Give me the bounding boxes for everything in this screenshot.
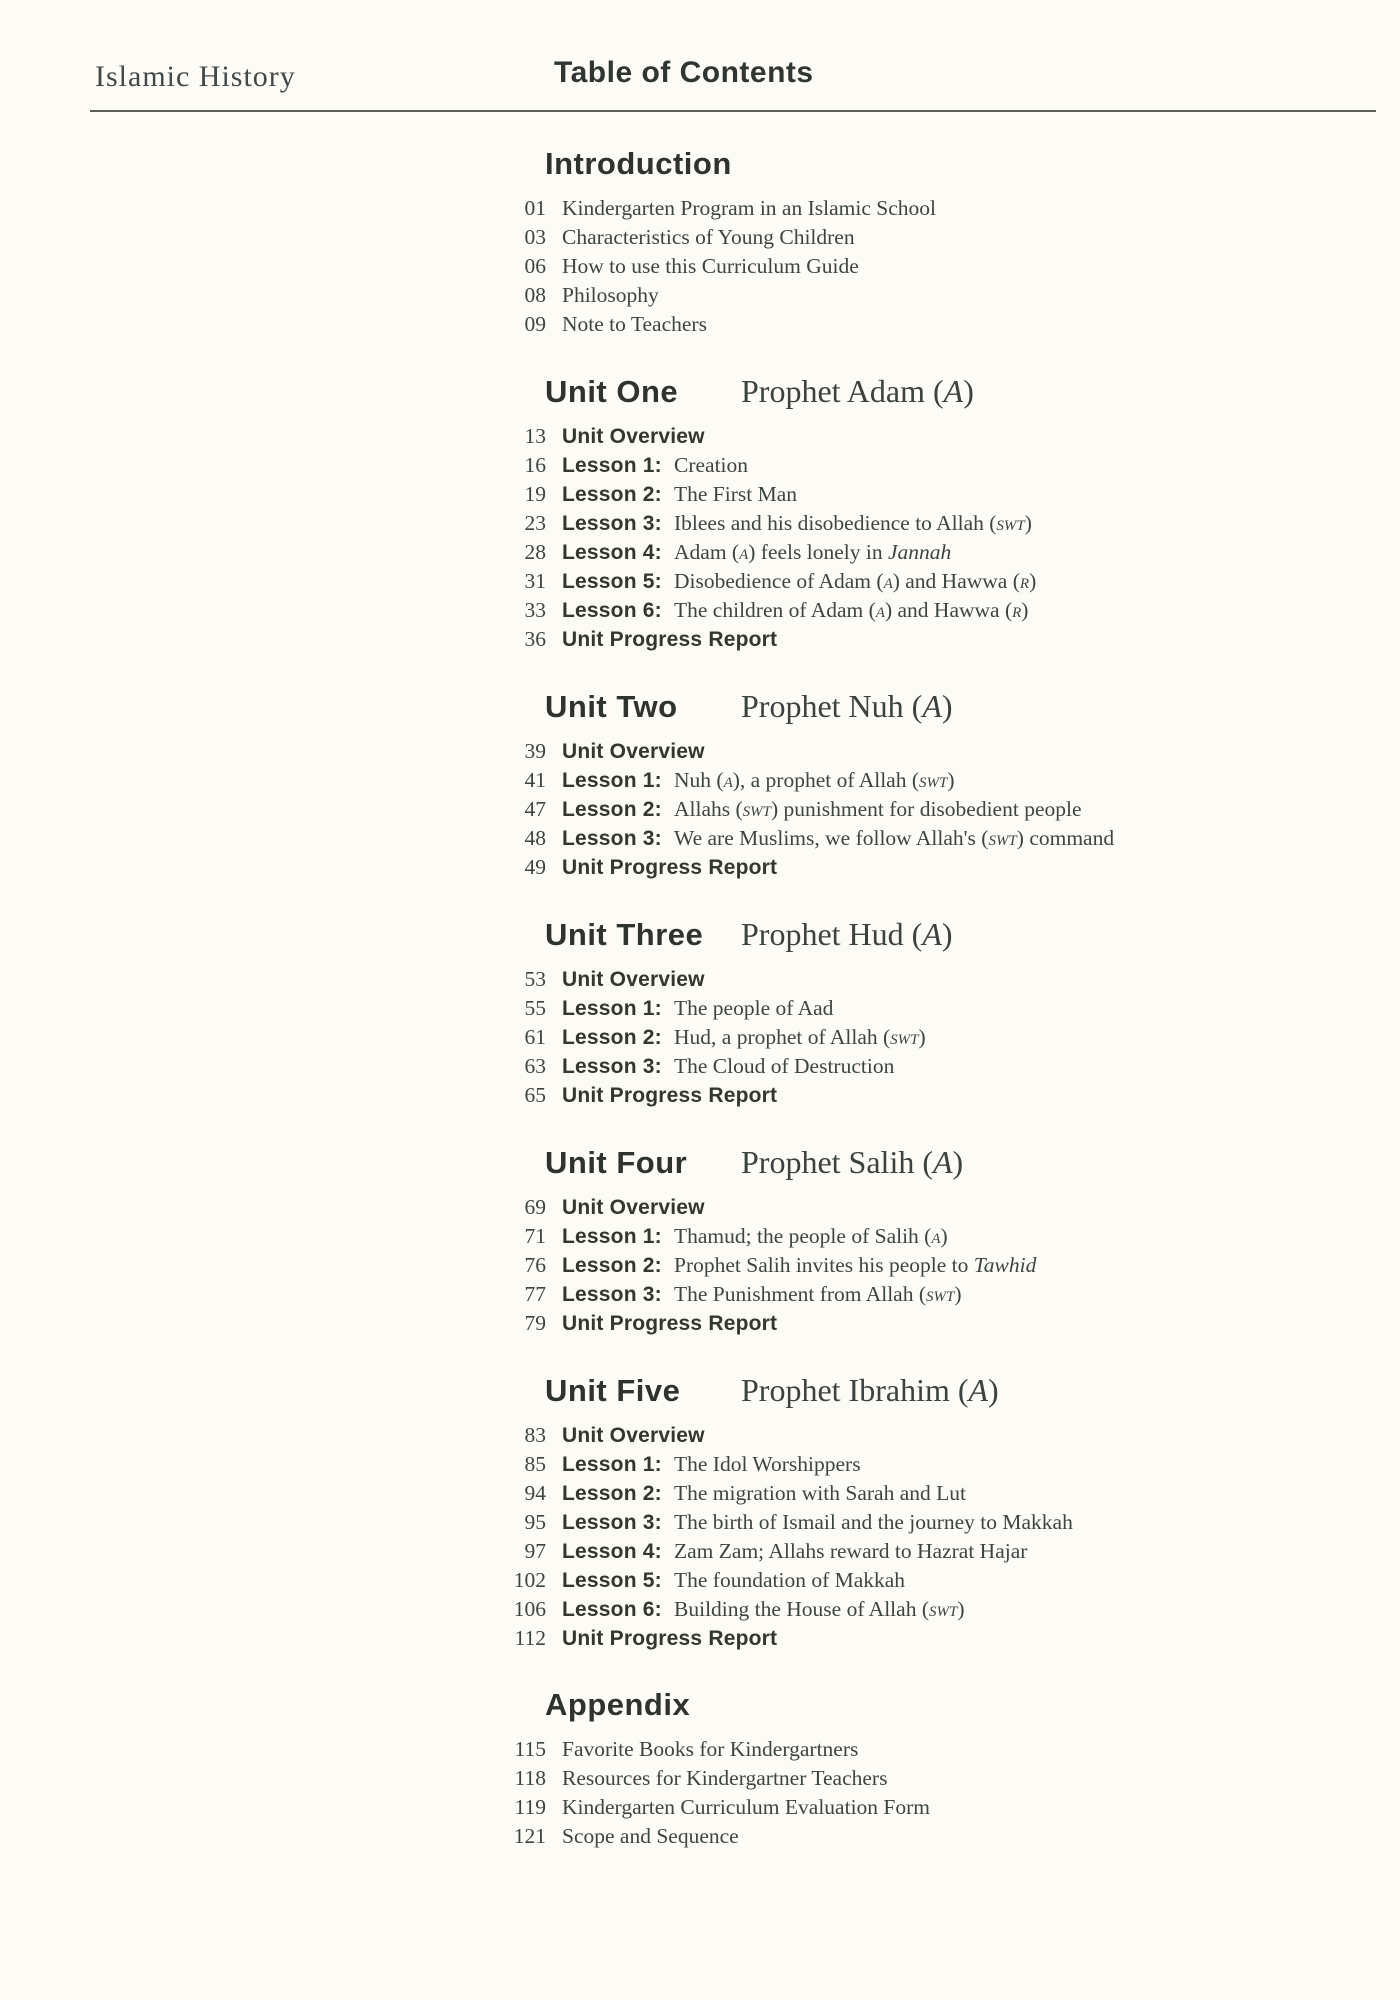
entry-title: The migration with Sarah and Lut [674, 1481, 966, 1505]
entry-label: Lesson 1: [562, 1453, 662, 1476]
toc-entry [496, 1822, 1400, 1851]
toc-entry [496, 1193, 1400, 1222]
toc-entry [496, 1023, 1400, 1052]
toc-section [0, 916, 1400, 1110]
entry-page-number: 36 [524, 627, 546, 651]
entry-label: Lesson 1: [562, 997, 662, 1020]
section-heading [545, 146, 1400, 182]
entry-page-number: 63 [524, 1054, 546, 1078]
entry-title: The First Man [674, 482, 798, 506]
entry-page-number: 48 [524, 826, 546, 850]
entry-title: Kindergarten Curriculum Evaluation Form [562, 1795, 931, 1819]
section-heading [545, 1144, 1400, 1181]
entry-label: Unit Progress Report [562, 1084, 778, 1107]
entry-title: Iblees and his disobedience to Allah (swt) [674, 511, 1032, 535]
entry-page-number: 97 [524, 1539, 546, 1563]
section-heading [545, 373, 1400, 410]
entry-page-number: 79 [524, 1311, 546, 1335]
toc-entry [496, 1421, 1400, 1450]
entry-label: Lesson 3: [562, 1283, 662, 1306]
section-heading-label: Introduction [545, 146, 732, 181]
page-title: Table of Contents [554, 56, 814, 89]
section-heading-label: Appendix [545, 1687, 691, 1722]
entry-label: Lesson 5: [562, 570, 662, 593]
toc-entry [496, 194, 1400, 223]
entry-label: Unit Overview [562, 740, 705, 763]
toc-entry [496, 766, 1400, 795]
toc-entry [496, 625, 1400, 654]
toc-entry [496, 538, 1400, 567]
entry-title: The people of Aad [674, 996, 834, 1020]
entry-title: Scope and Sequence [562, 1824, 739, 1848]
toc-entry [496, 965, 1400, 994]
toc-entry [496, 1537, 1400, 1566]
entry-page-number: 102 [513, 1568, 546, 1592]
entry-label: Lesson 1: [562, 454, 662, 477]
entry-title: The foundation of Makkah [674, 1568, 906, 1592]
toc-entry [496, 1450, 1400, 1479]
entry-label: Unit Overview [562, 425, 705, 448]
entry-title: Prophet Salih invites his people to Tawhid [674, 1253, 1037, 1277]
entry-label: Lesson 6: [562, 1598, 662, 1621]
toc-entry [496, 223, 1400, 252]
entry-label: Lesson 4: [562, 541, 662, 564]
entry-title: The Idol Worshippers [674, 1452, 861, 1476]
entry-title: Disobedience of Adam (a) and Hawwa (r) [674, 569, 1037, 593]
entry-label: Unit Progress Report [562, 856, 778, 879]
entry-title: Thamud; the people of Salih (a) [674, 1224, 948, 1248]
toc-entry [496, 737, 1400, 766]
entry-title: The Cloud of Destruction [674, 1054, 895, 1078]
toc-rows [0, 965, 1400, 1110]
entry-label: Lesson 3: [562, 1055, 662, 1078]
entry-label: Lesson 2: [562, 1026, 662, 1049]
entry-page-number: 19 [524, 482, 546, 506]
toc-rows [0, 1193, 1400, 1338]
toc-entry [496, 1735, 1400, 1764]
entry-label: Unit Overview [562, 1196, 705, 1219]
section-subtitle: Prophet Hud (A) [741, 916, 953, 952]
toc-sections [0, 146, 1400, 1851]
section-heading-label: Unit Three [545, 917, 704, 952]
entry-label: Lesson 6: [562, 599, 662, 622]
toc-section [0, 1372, 1400, 1653]
toc-entry [496, 480, 1400, 509]
entry-title: Nuh (a), a prophet of Allah (swt) [674, 768, 955, 792]
toc-entry [496, 1309, 1400, 1338]
toc-entry [496, 509, 1400, 538]
entry-title: Note to Teachers [562, 312, 707, 336]
toc-entry [496, 1052, 1400, 1081]
section-heading-label: Unit Two [545, 689, 678, 724]
entry-page-number: 33 [524, 598, 546, 622]
entry-page-number: 71 [524, 1224, 546, 1248]
entry-title: The children of Adam (a) and Hawwa (r) [674, 598, 1029, 622]
toc-entry [496, 795, 1400, 824]
entry-page-number: 41 [524, 768, 546, 792]
toc-entry [496, 252, 1400, 281]
entry-title: We are Muslims, we follow Allah's (swt) command [674, 826, 1115, 850]
entry-page-number: 23 [524, 511, 546, 535]
entry-title: Creation [674, 453, 749, 477]
toc-entry [496, 567, 1400, 596]
entry-page-number: 47 [524, 797, 546, 821]
toc-entry [496, 310, 1400, 339]
entry-label: Unit Progress Report [562, 1627, 778, 1650]
toc-section [0, 688, 1400, 882]
entry-page-number: 83 [524, 1423, 546, 1447]
section-heading [545, 1687, 1400, 1723]
entry-page-number: 94 [524, 1481, 546, 1505]
entry-page-number: 39 [524, 739, 546, 763]
entry-page-number: 28 [524, 540, 546, 564]
entry-title: How to use this Curriculum Guide [562, 254, 859, 278]
entry-page-number: 55 [524, 996, 546, 1020]
toc-rows [0, 1421, 1400, 1653]
entry-title: Resources for Kindergartner Teachers [562, 1766, 888, 1790]
entry-label: Unit Progress Report [562, 628, 778, 651]
entry-page-number: 115 [514, 1737, 546, 1761]
entry-label: Lesson 3: [562, 827, 662, 850]
entry-label: Unit Overview [562, 1424, 705, 1447]
entry-page-number: 49 [524, 855, 546, 879]
entry-page-number: 53 [524, 967, 546, 991]
toc-entry [496, 1566, 1400, 1595]
entry-page-number: 13 [524, 424, 546, 448]
toc-entry [496, 824, 1400, 853]
entry-label: Lesson 2: [562, 798, 662, 821]
toc-entry [496, 451, 1400, 480]
entry-title: Kindergarten Program in an Islamic School [562, 196, 936, 220]
section-heading-label: Unit One [545, 374, 679, 409]
section-subtitle: Prophet Adam (A) [741, 373, 974, 409]
entry-label: Lesson 2: [562, 1254, 662, 1277]
section-subtitle: Prophet Nuh (A) [741, 688, 953, 724]
entry-label: Lesson 4: [562, 1540, 662, 1563]
entry-title: Philosophy [562, 283, 659, 307]
toc-rows [0, 194, 1400, 339]
toc-entry [496, 1624, 1400, 1653]
entry-page-number: 95 [524, 1510, 546, 1534]
toc-entry [496, 1508, 1400, 1537]
section-heading [545, 688, 1400, 725]
entry-label: Lesson 1: [562, 1225, 662, 1248]
entry-title: The birth of Ismail and the journey to Makkah [674, 1510, 1073, 1534]
entry-page-number: 08 [524, 283, 546, 307]
document-title: Islamic History [95, 60, 296, 93]
entry-page-number: 06 [524, 254, 546, 278]
entry-page-number: 61 [524, 1025, 546, 1049]
toc-section [0, 146, 1400, 339]
toc-entry [496, 853, 1400, 882]
toc-entry [496, 1251, 1400, 1280]
toc-entry [496, 1764, 1400, 1793]
section-heading-label: Unit Five [545, 1373, 681, 1408]
toc-entry [496, 1595, 1400, 1624]
toc-entry [496, 596, 1400, 625]
entry-page-number: 03 [524, 225, 546, 249]
entry-page-number: 77 [524, 1282, 546, 1306]
toc-entry [496, 1793, 1400, 1822]
entry-page-number: 76 [524, 1253, 546, 1277]
entry-page-number: 121 [513, 1824, 546, 1848]
section-subtitle: Prophet Ibrahim (A) [741, 1372, 999, 1408]
entry-page-number: 01 [524, 196, 546, 220]
entry-label: Lesson 2: [562, 1482, 662, 1505]
toc-rows [0, 737, 1400, 882]
toc-section [0, 1144, 1400, 1338]
entry-label: Lesson 2: [562, 483, 662, 506]
toc-entry [496, 1222, 1400, 1251]
entry-page-number: 65 [524, 1083, 546, 1107]
entry-label: Lesson 5: [562, 1569, 662, 1592]
entry-label: Lesson 3: [562, 1511, 662, 1534]
toc-entry [496, 1479, 1400, 1508]
section-subtitle: Prophet Salih (A) [741, 1144, 964, 1180]
entry-title: Adam (a) feels lonely in Jannah [674, 540, 952, 564]
entry-title: Zam Zam; Allahs reward to Hazrat Hajar [674, 1539, 1028, 1563]
entry-page-number: 09 [524, 312, 546, 336]
entry-title: Allahs (swt) punishment for disobedient people [674, 797, 1082, 821]
toc-rows [0, 1735, 1400, 1851]
entry-title: Hud, a prophet of Allah (swt) [674, 1025, 926, 1049]
entry-page-number: 119 [514, 1795, 546, 1819]
toc-entry [496, 1081, 1400, 1110]
header-divider [90, 110, 1376, 112]
toc-section [0, 373, 1400, 654]
toc-section [0, 1687, 1400, 1851]
entry-title: Favorite Books for Kindergartners [562, 1737, 859, 1761]
entry-label: Unit Overview [562, 968, 705, 991]
entry-label: Lesson 1: [562, 769, 662, 792]
entry-label: Unit Progress Report [562, 1312, 778, 1335]
section-heading [545, 916, 1400, 953]
entry-page-number: 112 [514, 1626, 546, 1650]
entry-title: Building the House of Allah (swt) [674, 1597, 965, 1621]
toc-entry [496, 1280, 1400, 1309]
entry-page-number: 106 [513, 1597, 546, 1621]
entry-title: The Punishment from Allah (swt) [674, 1282, 962, 1306]
toc-entry [496, 422, 1400, 451]
section-heading [545, 1372, 1400, 1409]
toc-rows [0, 422, 1400, 654]
entry-title: Characteristics of Young Children [562, 225, 855, 249]
entry-page-number: 16 [524, 453, 546, 477]
section-heading-label: Unit Four [545, 1145, 688, 1180]
entry-page-number: 31 [524, 569, 546, 593]
toc-entry [496, 994, 1400, 1023]
entry-label: Lesson 3: [562, 512, 662, 535]
entry-page-number: 69 [524, 1195, 546, 1219]
entry-page-number: 85 [524, 1452, 546, 1476]
toc-entry [496, 281, 1400, 310]
entry-page-number: 118 [514, 1766, 546, 1790]
page-header [0, 0, 1400, 106]
